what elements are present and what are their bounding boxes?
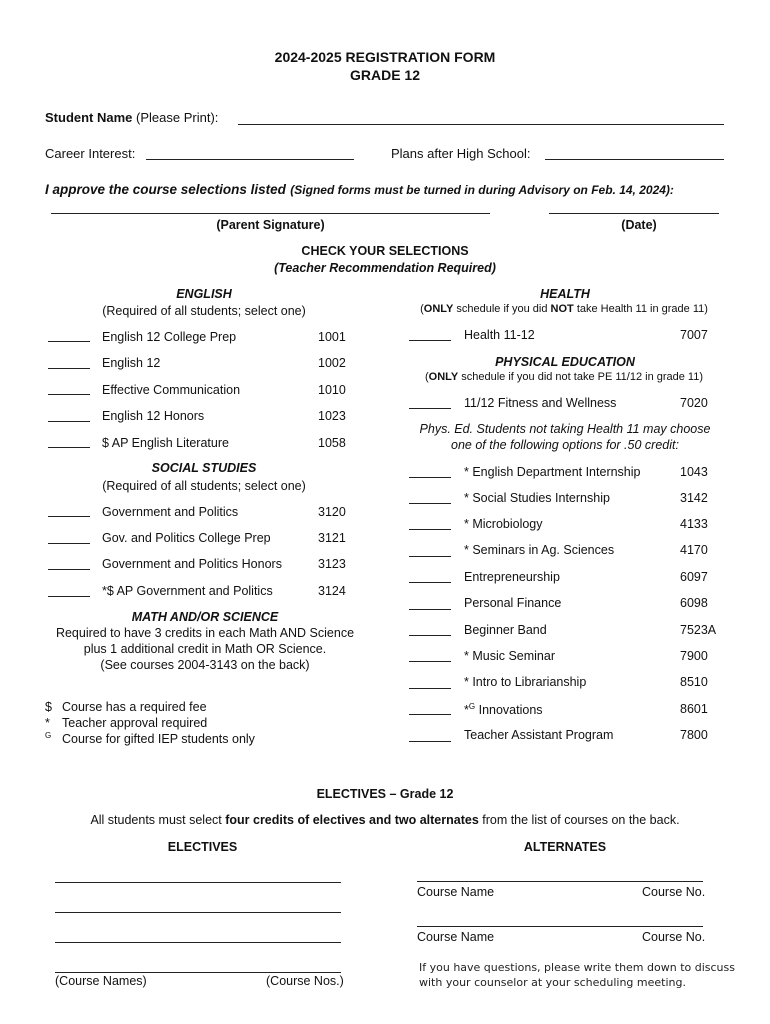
- alternate-field-2[interactable]: [417, 926, 703, 927]
- alternate-field-1[interactable]: [417, 881, 703, 882]
- english-course-code: 1010: [318, 383, 346, 397]
- english-course-name: English 12: [102, 356, 161, 370]
- elective-field-1[interactable]: [55, 882, 341, 883]
- electives-instructions-bold: four credits of electives and two alternates: [225, 813, 479, 827]
- option-superscript: G: [468, 702, 476, 711]
- option-course-code: 4133: [680, 517, 708, 531]
- questions-line-1: If you have questions, please write them down to discuss: [419, 961, 735, 974]
- option-course-name: * Microbiology: [464, 517, 543, 531]
- form-title: 2024-2025 REGISTRATION FORM: [274, 49, 496, 65]
- social-studies-note: (Required of all students; select one): [102, 479, 306, 493]
- health-note: [405, 303, 723, 315]
- date-field[interactable]: [549, 213, 719, 214]
- option-course-name: * Intro to Librarianship: [464, 675, 587, 689]
- electives-instructions-post: from the list of courses on the back.: [478, 813, 680, 827]
- plans-field[interactable]: [545, 159, 724, 160]
- english-course-code: 1058: [318, 436, 346, 450]
- option-prefix: *: [464, 703, 469, 718]
- option-course-code: 7523A: [680, 623, 717, 637]
- option-course-code: 8510: [680, 675, 708, 689]
- option-checkbox-1[interactable]: [409, 477, 451, 478]
- option-course-code: 1043: [680, 465, 708, 479]
- electives-instructions: [0, 813, 770, 827]
- questions-line-2: with your counselor at your scheduling meeting.: [419, 976, 686, 989]
- social-checkbox-4[interactable]: [48, 596, 90, 597]
- option-course-name: [464, 702, 543, 717]
- alternate-course-name-label: Course Name: [417, 930, 495, 944]
- option-checkbox-8[interactable]: [409, 661, 451, 662]
- course-nos-label: (Course Nos.): [266, 974, 344, 988]
- form-grade: GRADE 12: [349, 67, 421, 83]
- option-checkbox-3[interactable]: [409, 529, 451, 530]
- english-checkbox-1[interactable]: [48, 341, 90, 342]
- english-course-name: Effective Communication: [102, 383, 241, 397]
- social-course-name: Government and Politics Honors: [102, 557, 282, 571]
- pe-title: PHYSICAL EDUCATION: [495, 355, 635, 369]
- option-name-text: Innovations: [478, 703, 543, 718]
- option-course-name: * Seminars in Ag. Sciences: [464, 543, 615, 557]
- option-checkbox-10[interactable]: [409, 714, 451, 715]
- elective-field-3[interactable]: [55, 942, 341, 943]
- option-course-name: Teacher Assistant Program: [464, 728, 614, 742]
- alternate-course-no-label: Course No.: [642, 930, 706, 944]
- student-name-label: [45, 110, 218, 125]
- parent-signature-field[interactable]: [51, 213, 490, 214]
- option-checkbox-4[interactable]: [409, 556, 451, 557]
- pe-course-name: 11/12 Fitness and Wellness: [464, 396, 617, 410]
- health-note-mid: schedule if you did: [453, 303, 551, 315]
- social-checkbox-1[interactable]: [48, 516, 90, 517]
- approval-note: (Signed forms must be turned in during Advisory on Feb. 14, 2024):: [290, 183, 674, 197]
- option-course-code: 3142: [680, 491, 708, 505]
- option-course-code: 6097: [680, 570, 708, 584]
- health-course-code: 7007: [680, 328, 708, 342]
- social-course-code: 3121: [318, 531, 346, 545]
- social-checkbox-2[interactable]: [48, 543, 90, 544]
- health-note-only: ONLY: [423, 303, 454, 315]
- health-note-pre: (: [420, 303, 424, 315]
- option-checkbox-9[interactable]: [409, 688, 451, 689]
- check-selections-title: CHECK YOUR SELECTIONS: [301, 244, 469, 258]
- social-checkbox-3[interactable]: [48, 569, 90, 570]
- elective-field-4[interactable]: [55, 972, 341, 973]
- english-checkbox-4[interactable]: [48, 421, 90, 422]
- electives-column-title: ELECTIVES: [167, 840, 238, 854]
- legend-symbol-gifted: G: [45, 731, 52, 740]
- course-names-label: (Course Names): [55, 974, 147, 988]
- option-course-name: * English Department Internship: [464, 465, 641, 479]
- option-checkbox-11[interactable]: [409, 741, 451, 742]
- pe-note-only: ONLY: [428, 371, 459, 383]
- legend-symbol-fee: $: [45, 700, 52, 714]
- english-checkbox-3[interactable]: [48, 394, 90, 395]
- social-course-code: 3123: [318, 557, 346, 571]
- option-course-name: Beginner Band: [464, 623, 547, 637]
- option-course-code: 7900: [680, 649, 708, 663]
- option-course-name: * Music Seminar: [464, 649, 555, 663]
- alternate-course-no-label: Course No.: [642, 885, 706, 899]
- elective-field-2[interactable]: [55, 912, 341, 913]
- social-course-code: 3124: [318, 584, 346, 598]
- option-course-name: Entrepreneurship: [464, 570, 560, 584]
- pe-note-post: schedule if you did not take PE 11/12 in grade 11): [458, 371, 704, 383]
- english-title: ENGLISH: [176, 287, 232, 301]
- date-label: (Date): [621, 218, 657, 232]
- alternates-column-title: ALTERNATES: [523, 840, 607, 854]
- legend-symbol-approval: *: [45, 716, 50, 730]
- math-science-line-2: plus 1 additional credit in Math OR Science.: [83, 642, 327, 656]
- legend-text-gifted: Course for gifted IEP students only: [62, 732, 255, 746]
- health-title: HEALTH: [540, 287, 590, 301]
- option-course-name: * Social Studies Internship: [464, 491, 610, 505]
- student-name-field[interactable]: [238, 124, 724, 125]
- english-course-name: $ AP English Literature: [102, 436, 229, 450]
- social-course-name: Gov. and Politics College Prep: [102, 531, 271, 545]
- pe-checkbox[interactable]: [409, 408, 451, 409]
- parent-signature-label: (Parent Signature): [216, 218, 325, 232]
- option-checkbox-2[interactable]: [409, 503, 451, 504]
- approval-statement: [45, 181, 674, 199]
- math-science-line-3: (See courses 2004-3143 on the back): [100, 658, 310, 672]
- approval-main: I approve the course selections listed: [45, 182, 286, 197]
- pe-note: [405, 371, 723, 383]
- health-checkbox[interactable]: [409, 340, 451, 341]
- option-checkbox-6[interactable]: [409, 609, 451, 610]
- option-course-name: Personal Finance: [464, 596, 562, 610]
- option-course-code: 6098: [680, 596, 708, 610]
- plans-label: Plans after High School:: [391, 146, 531, 161]
- math-science-title: MATH AND/OR SCIENCE: [131, 610, 279, 624]
- student-name-label-text: Student Name: [45, 110, 133, 125]
- check-selections-subtitle: (Teacher Recommendation Required): [274, 261, 496, 275]
- social-course-name: *$ AP Government and Politics: [102, 584, 273, 598]
- social-studies-title: SOCIAL STUDIES: [151, 461, 257, 475]
- english-course-name: English 12 College Prep: [102, 330, 237, 344]
- pe-course-code: 7020: [680, 396, 708, 410]
- social-course-code: 3120: [318, 505, 346, 519]
- english-course-code: 1023: [318, 409, 346, 423]
- electives-title: ELECTIVES – Grade 12: [316, 787, 454, 801]
- electives-instructions-pre: All students must select: [90, 813, 226, 827]
- legend-text-fee: Course has a required fee: [62, 700, 207, 714]
- option-course-code: 4170: [680, 543, 708, 557]
- social-course-name: Government and Politics: [102, 505, 239, 519]
- option-checkbox-7[interactable]: [409, 635, 451, 636]
- health-note-not: NOT: [550, 303, 574, 315]
- pe-option-line-2: one of the following options for .50 credit:: [451, 438, 679, 452]
- legend-text-approval: Teacher approval required: [62, 716, 208, 730]
- alternate-course-name-label: Course Name: [417, 885, 495, 899]
- option-course-code: 8601: [680, 702, 708, 716]
- student-name-hint: (Please Print):: [136, 110, 219, 125]
- option-checkbox-5[interactable]: [409, 582, 451, 583]
- english-checkbox-5[interactable]: [48, 447, 90, 448]
- english-note: (Required of all students; select one): [102, 304, 306, 318]
- health-course-name: Health 11-12: [464, 328, 535, 342]
- english-course-code: 1002: [318, 356, 346, 370]
- english-checkbox-2[interactable]: [48, 368, 90, 369]
- health-note-post: take Health 11 in grade 11): [573, 303, 708, 315]
- pe-note-pre: (: [424, 371, 429, 383]
- english-course-name: English 12 Honors: [102, 409, 205, 423]
- english-course-code: 1001: [318, 330, 346, 344]
- math-science-line-1: Required to have 3 credits in each Math AND Science: [55, 626, 355, 640]
- career-interest-field[interactable]: [146, 159, 354, 160]
- pe-option-line-1: Phys. Ed. Students not taking Health 11 may choose: [419, 422, 711, 436]
- career-interest-label: Career Interest:: [45, 146, 136, 161]
- option-course-code: 7800: [680, 728, 708, 742]
